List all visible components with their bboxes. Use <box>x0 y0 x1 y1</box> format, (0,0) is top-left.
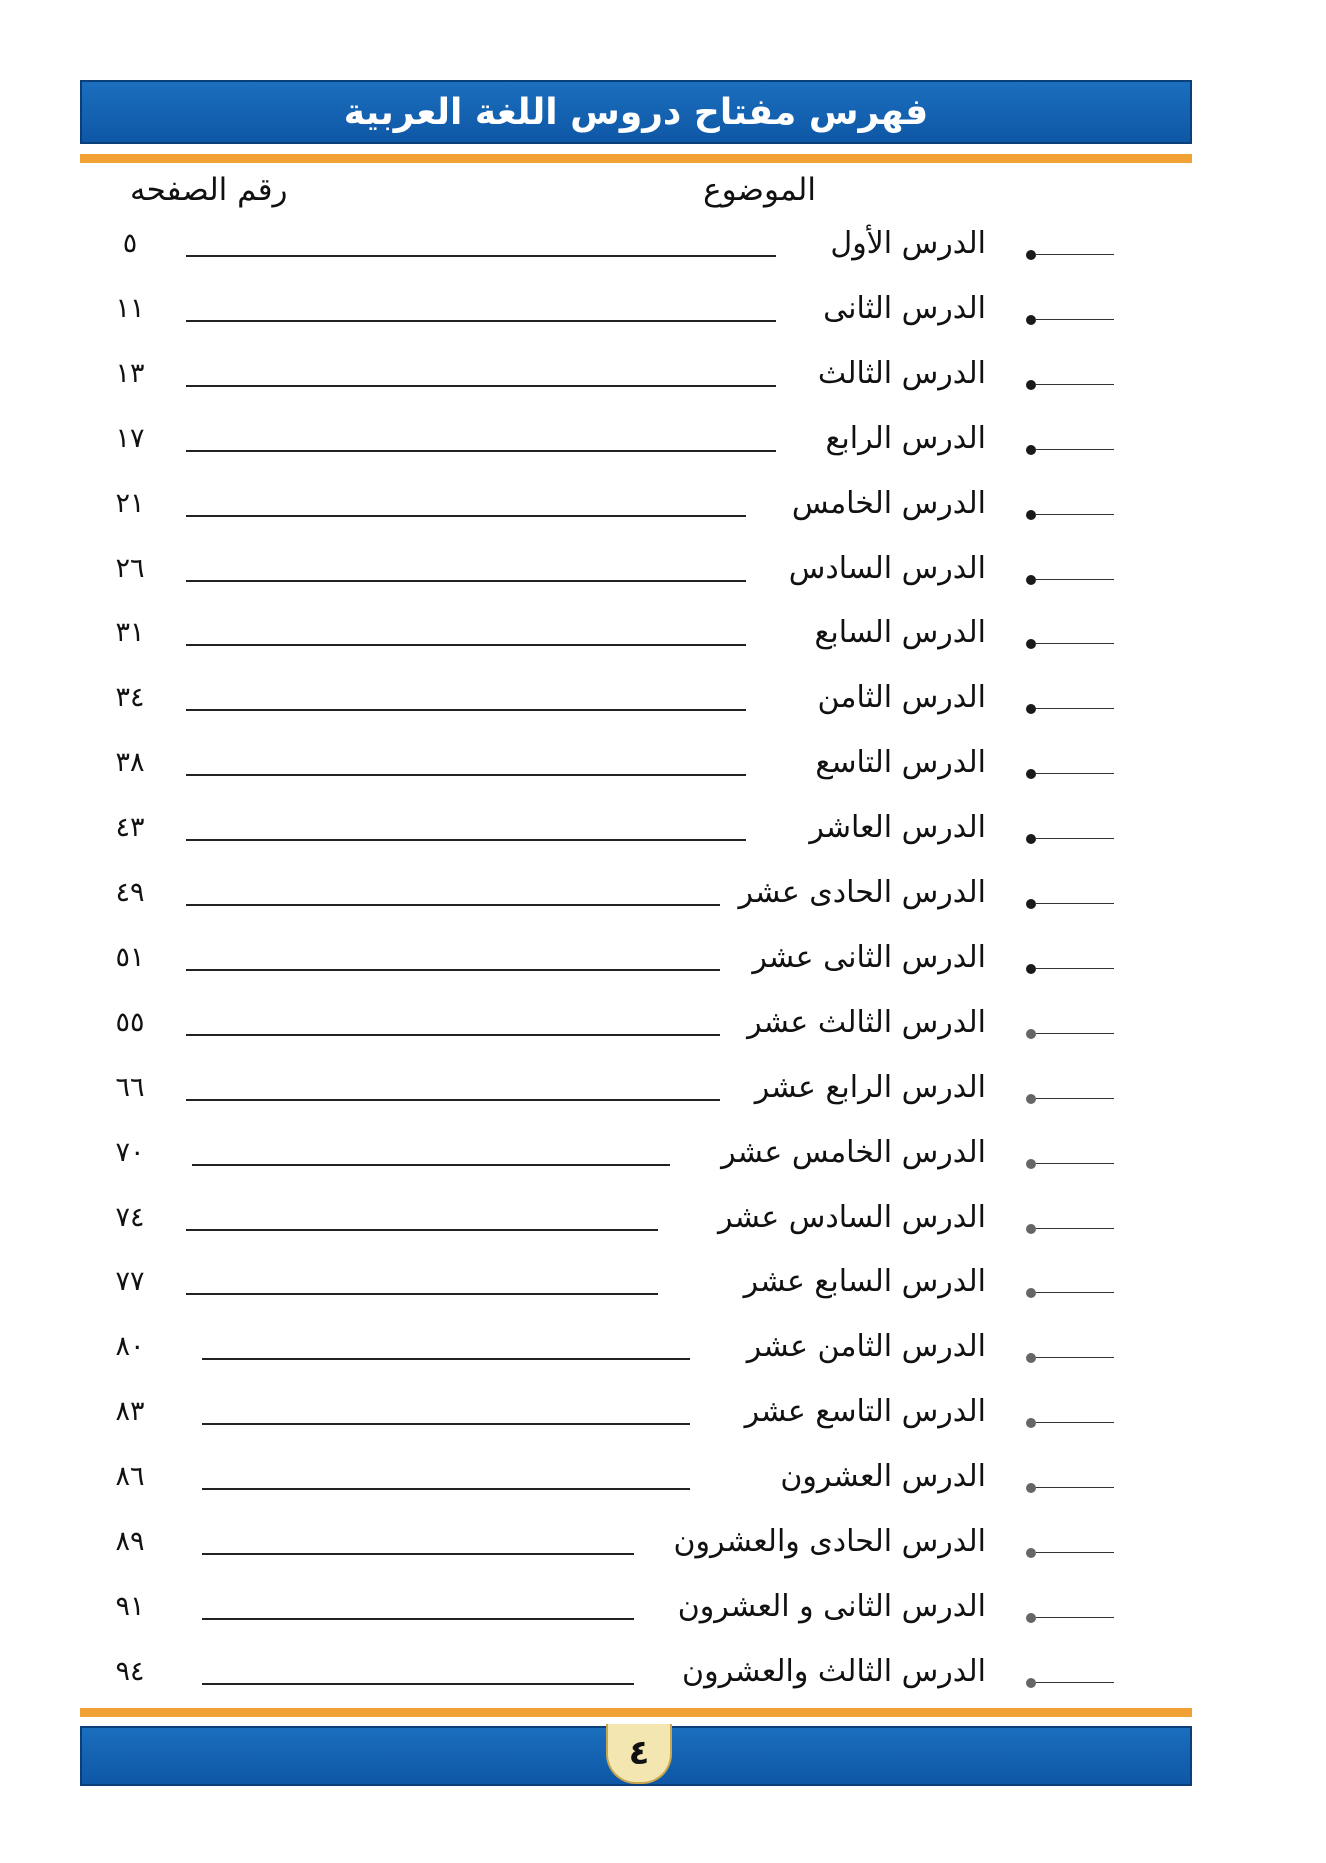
row-tick-line <box>1036 708 1114 709</box>
row-tick-line <box>1036 1228 1114 1229</box>
row-tick-line <box>1036 384 1114 385</box>
toc-row <box>0 936 1326 1000</box>
row-tick-line <box>1036 1292 1114 1293</box>
page-title: فهرس مفتاح دروس اللغة العربية <box>343 91 929 133</box>
toc-row <box>0 871 1326 935</box>
leader-line <box>186 1293 658 1295</box>
leader-line <box>202 1553 634 1555</box>
toc-row <box>0 547 1326 611</box>
leader-line <box>186 580 746 582</box>
toc-row <box>0 1131 1326 1195</box>
row-tick-line <box>1036 773 1114 774</box>
toc-row <box>0 1066 1326 1130</box>
lesson-page-number: ٥١ <box>115 941 145 973</box>
lesson-page-number: ٢٦ <box>115 552 145 584</box>
lesson-title: الدرس السابع عشر <box>743 1264 986 1300</box>
leader-line <box>192 1164 670 1166</box>
leader-line <box>186 644 746 646</box>
toc-row <box>0 1196 1326 1260</box>
lesson-page-number: ٧٧ <box>115 1266 145 1298</box>
bullet-icon <box>1026 1353 1036 1363</box>
lesson-title: الدرس الثامن عشر <box>746 1329 986 1365</box>
lesson-page-number: ٨٦ <box>115 1461 145 1493</box>
lesson-page-number: ٣٤ <box>115 682 145 714</box>
row-tick-line <box>1036 254 1114 255</box>
lesson-title: الدرس الحادى عشر <box>738 875 986 910</box>
leader-line <box>186 1034 720 1036</box>
toc-row <box>0 1520 1326 1584</box>
bullet-icon <box>1026 639 1036 649</box>
row-tick-line <box>1036 319 1114 320</box>
row-tick-line <box>1036 1033 1114 1034</box>
lesson-title: الدرس العشرون <box>780 1459 986 1495</box>
lesson-title: الدرس السادس عشر <box>718 1199 986 1235</box>
row-tick-line <box>1036 903 1114 904</box>
row-tick-line <box>1036 643 1114 644</box>
leader-line <box>202 1488 690 1490</box>
lesson-page-number: ٧٠ <box>115 1136 145 1168</box>
row-tick-line <box>1036 1487 1114 1488</box>
toc-row <box>0 482 1326 546</box>
row-tick-line <box>1036 1357 1114 1358</box>
toc-row <box>0 1585 1326 1649</box>
bullet-icon <box>1026 1159 1036 1169</box>
bullet-icon <box>1026 964 1036 974</box>
bullet-icon <box>1026 575 1036 585</box>
lesson-page-number: ٤٣ <box>115 812 145 844</box>
bullet-icon <box>1026 1613 1036 1623</box>
lesson-page-number: ٢١ <box>115 487 145 519</box>
lesson-title: الدرس السادس <box>788 550 986 586</box>
row-tick-line <box>1036 838 1114 839</box>
row-tick-line <box>1036 1617 1114 1618</box>
footer-divider <box>80 1708 1192 1717</box>
toc-row <box>0 741 1326 805</box>
toc-row <box>0 1260 1326 1324</box>
lesson-title: الدرس الخامس عشر <box>721 1134 986 1170</box>
bullet-icon <box>1026 380 1036 390</box>
bullet-icon <box>1026 1483 1036 1493</box>
leader-line <box>202 1358 690 1360</box>
leader-line <box>186 515 746 517</box>
lesson-page-number: ٥ <box>122 228 138 259</box>
lesson-title: الدرس الخامس <box>791 485 986 521</box>
lesson-title: الدرس العاشر <box>809 810 986 846</box>
lesson-title: الدرس الثانى و العشرون <box>677 1588 986 1624</box>
leader-line <box>202 1683 634 1685</box>
toc-row <box>0 676 1326 740</box>
page-column-header: رقم الصفحه <box>130 172 288 208</box>
lesson-page-number: ٨٩ <box>115 1526 145 1557</box>
lesson-page-number: ٨٠ <box>115 1331 145 1363</box>
leader-line <box>202 1618 634 1620</box>
toc-row <box>0 222 1326 286</box>
lesson-title: الدرس السابع <box>814 615 986 651</box>
bullet-icon <box>1026 769 1036 779</box>
lesson-title: الدرس التاسع عشر <box>744 1394 986 1430</box>
lesson-page-number: ١٧ <box>115 422 145 454</box>
row-tick-line <box>1036 449 1114 450</box>
lesson-page-number: ٧٤ <box>115 1201 145 1233</box>
bullet-icon <box>1026 704 1036 714</box>
toc-row <box>0 287 1326 351</box>
header-bar <box>80 80 1192 144</box>
bullet-icon <box>1026 899 1036 909</box>
bullet-icon <box>1026 1224 1036 1234</box>
page-number-badge: ٤ <box>606 1724 672 1784</box>
leader-line <box>186 969 720 971</box>
lesson-page-number: ٦٦ <box>115 1071 145 1103</box>
row-tick-line <box>1036 968 1114 969</box>
row-tick-line <box>1036 1422 1114 1423</box>
leader-line <box>186 839 746 841</box>
lesson-title: الدرس الثالث والعشرون <box>682 1653 986 1689</box>
bullet-icon <box>1026 445 1036 455</box>
lesson-page-number: ٨٣ <box>115 1396 145 1428</box>
toc-row <box>0 611 1326 675</box>
leader-line <box>186 709 746 711</box>
header-divider <box>80 154 1192 163</box>
topic-column-header: الموضوع <box>703 172 816 208</box>
bullet-icon <box>1026 1288 1036 1298</box>
row-tick-line <box>1036 579 1114 580</box>
lesson-title: الدرس الثالث عشر <box>747 1004 986 1040</box>
leader-line <box>186 774 746 776</box>
row-tick-line <box>1036 1098 1114 1099</box>
row-tick-line <box>1036 1552 1114 1553</box>
row-tick-line <box>1036 1163 1114 1164</box>
toc-row <box>0 1390 1326 1454</box>
lesson-page-number: ٣٨ <box>115 747 145 779</box>
leader-line <box>186 450 776 452</box>
lesson-title: الدرس الثامن <box>817 680 986 716</box>
toc-row <box>0 806 1326 870</box>
bullet-icon <box>1026 1418 1036 1428</box>
lesson-page-number: ١١ <box>115 292 145 324</box>
leader-line <box>186 1229 658 1231</box>
bullet-icon <box>1026 1029 1036 1039</box>
lesson-title: الدرس الأول <box>830 226 986 261</box>
leader-line <box>186 904 720 906</box>
lesson-page-number: ٤٩ <box>115 877 145 908</box>
leader-line <box>186 320 776 322</box>
leader-line <box>186 255 776 257</box>
lesson-title: الدرس الرابع عشر <box>754 1069 986 1105</box>
lesson-page-number: ٩١ <box>115 1590 145 1622</box>
bullet-icon <box>1026 1094 1036 1104</box>
toc-row <box>0 1455 1326 1519</box>
leader-line <box>202 1423 690 1425</box>
toc-row <box>0 1325 1326 1389</box>
lesson-title: الدرس الثانى <box>823 290 986 326</box>
lesson-page-number: ٩٤ <box>115 1655 145 1687</box>
bullet-icon <box>1026 315 1036 325</box>
toc-row <box>0 1650 1326 1714</box>
leader-line <box>186 385 776 387</box>
lesson-title: الدرس التاسع <box>815 745 986 781</box>
lesson-title: الدرس الحادى والعشرون <box>673 1524 986 1559</box>
lesson-title: الدرس الثالث <box>817 355 986 391</box>
bullet-icon <box>1026 1548 1036 1558</box>
lesson-title: الدرس الثانى عشر <box>752 939 986 975</box>
toc-row <box>0 352 1326 416</box>
row-tick-line <box>1036 1682 1114 1683</box>
row-tick-line <box>1036 514 1114 515</box>
bullet-icon <box>1026 1678 1036 1688</box>
leader-line <box>186 1099 720 1101</box>
lesson-page-number: ٣١ <box>115 617 145 649</box>
bullet-icon <box>1026 250 1036 260</box>
toc-row <box>0 417 1326 481</box>
bullet-icon <box>1026 834 1036 844</box>
bullet-icon <box>1026 510 1036 520</box>
lesson-title: الدرس الرابع <box>825 420 986 456</box>
toc-row <box>0 1001 1326 1065</box>
lesson-page-number: ٥٥ <box>115 1006 145 1038</box>
lesson-page-number: ١٣ <box>115 357 145 389</box>
